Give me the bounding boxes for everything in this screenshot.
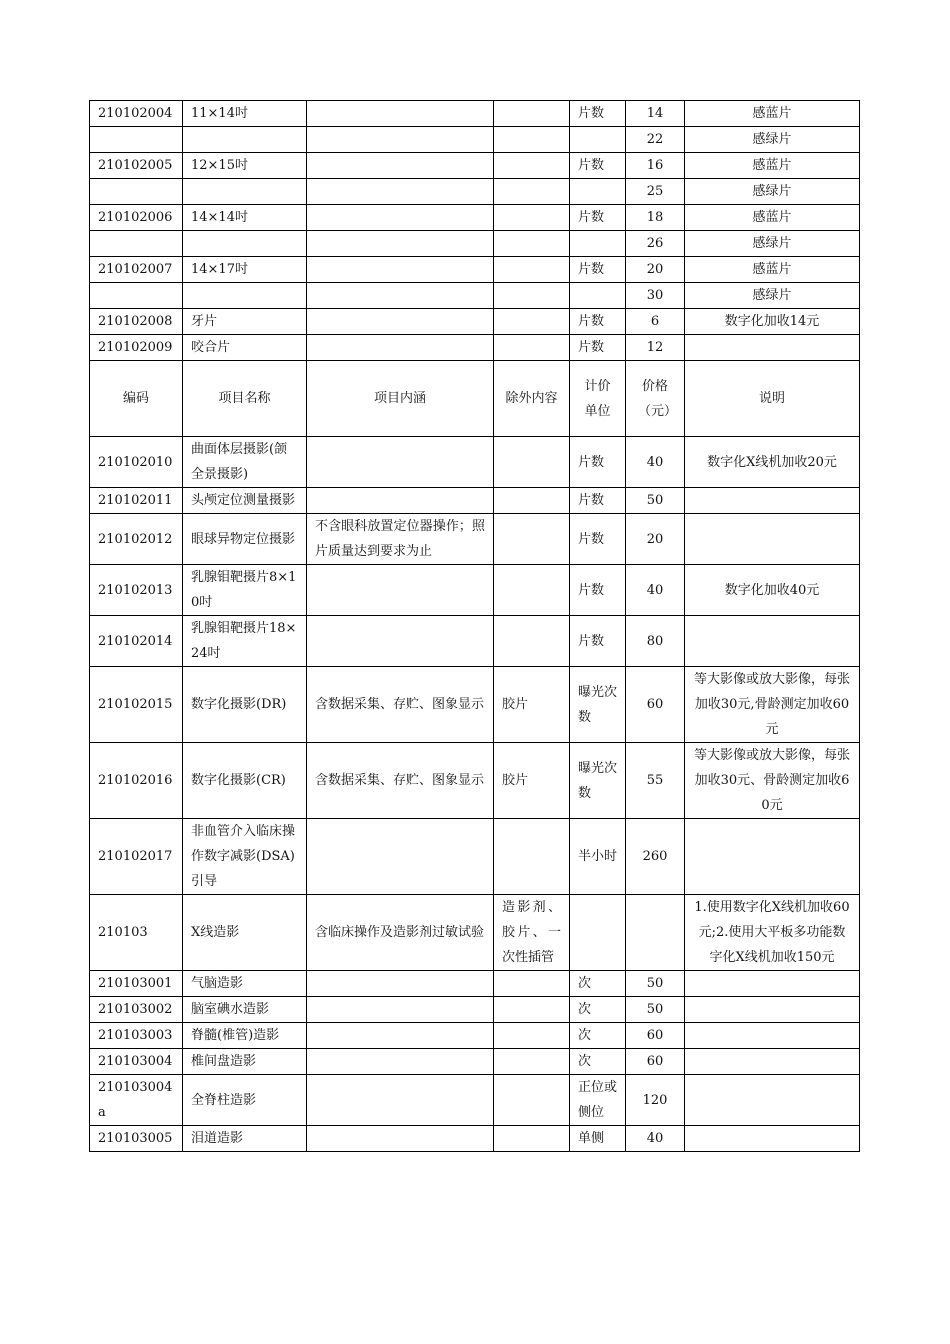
- table-body-top: [90, 101, 860, 361]
- table-row: [90, 257, 860, 283]
- cell-name: 咬合片: [183, 335, 307, 361]
- cell-content: [307, 565, 494, 616]
- cell-unit: 次: [570, 997, 626, 1023]
- cell-excluded: [494, 309, 570, 335]
- header-name: 项目名称: [183, 361, 307, 437]
- cell-excluded: [494, 488, 570, 514]
- cell-name: 头颅定位测量摄影: [183, 488, 307, 514]
- cell-note: [685, 971, 860, 997]
- cell-price: [626, 895, 685, 971]
- cell-excluded: [494, 179, 570, 205]
- table-row: [90, 1023, 860, 1049]
- header-price: 价格（元）: [626, 361, 685, 437]
- cell-unit: [570, 127, 626, 153]
- cell-price: 6: [626, 309, 685, 335]
- cell-unit: 片数: [570, 488, 626, 514]
- cell-code: [90, 231, 183, 257]
- cell-name: 椎间盘造影: [183, 1049, 307, 1075]
- table-row: [90, 819, 860, 895]
- header-row: [90, 361, 860, 437]
- cell-code: 210102011: [90, 488, 183, 514]
- table-row: [90, 127, 860, 153]
- table-row: [90, 1049, 860, 1075]
- cell-price: 20: [626, 257, 685, 283]
- cell-content: 含数据采集、存贮、图象显示: [307, 667, 494, 743]
- cell-code: 210103004: [90, 1049, 183, 1075]
- cell-content: [307, 437, 494, 488]
- table-row: [90, 335, 860, 361]
- cell-code: [90, 127, 183, 153]
- cell-excluded: 造影剂、胶片、一次性插管: [494, 895, 570, 971]
- cell-note: 感绿片: [685, 283, 860, 309]
- cell-price: 260: [626, 819, 685, 895]
- cell-price: 22: [626, 127, 685, 153]
- cell-name: 全脊柱造影: [183, 1075, 307, 1126]
- cell-name: 11×14吋: [183, 101, 307, 127]
- cell-excluded: [494, 205, 570, 231]
- cell-content: [307, 971, 494, 997]
- cell-note: 数字化X线机加收20元: [685, 437, 860, 488]
- cell-note: 等大影像或放大影像，每张加收30元、骨龄测定加收60元: [685, 743, 860, 819]
- cell-content: [307, 127, 494, 153]
- cell-excluded: [494, 257, 570, 283]
- header-excluded: 除外内容: [494, 361, 570, 437]
- cell-code: [90, 179, 183, 205]
- cell-name: 数字化摄影(DR): [183, 667, 307, 743]
- cell-excluded: [494, 971, 570, 997]
- cell-content: [307, 488, 494, 514]
- cell-price: 18: [626, 205, 685, 231]
- cell-excluded: [494, 101, 570, 127]
- cell-code: 210102013: [90, 565, 183, 616]
- cell-price: 55: [626, 743, 685, 819]
- cell-name: 泪道造影: [183, 1126, 307, 1152]
- cell-note: [685, 997, 860, 1023]
- cell-content: [307, 309, 494, 335]
- table-row: [90, 743, 860, 819]
- cell-note: 1.使用数字化X线机加收60元;2.使用大平板多功能数字化X线机加收150元: [685, 895, 860, 971]
- table-row: [90, 895, 860, 971]
- cell-excluded: [494, 283, 570, 309]
- cell-code: 210102010: [90, 437, 183, 488]
- cell-name: 乳腺钼靶摄片8×10吋: [183, 565, 307, 616]
- cell-name: [183, 127, 307, 153]
- cell-unit: 曝光次数: [570, 667, 626, 743]
- cell-content: [307, 283, 494, 309]
- cell-unit: 次: [570, 1023, 626, 1049]
- cell-excluded: [494, 231, 570, 257]
- cell-name: 14×17吋: [183, 257, 307, 283]
- header-note: 说明: [685, 361, 860, 437]
- cell-code: 210102015: [90, 667, 183, 743]
- cell-note: [685, 819, 860, 895]
- cell-note: 等大影像或放大影像，每张加收30元,骨龄测定加收60元: [685, 667, 860, 743]
- cell-name: 非血管介入临床操作数字减影(DSA)引导: [183, 819, 307, 895]
- cell-note: 感蓝片: [685, 205, 860, 231]
- cell-note: 感蓝片: [685, 153, 860, 179]
- cell-price: 40: [626, 437, 685, 488]
- cell-excluded: [494, 127, 570, 153]
- cell-excluded: [494, 1075, 570, 1126]
- cell-code: 210102006: [90, 205, 183, 231]
- table-row: [90, 231, 860, 257]
- cell-name: 数字化摄影(CR): [183, 743, 307, 819]
- cell-code: 210103002: [90, 997, 183, 1023]
- cell-unit: [570, 231, 626, 257]
- cell-note: 感绿片: [685, 127, 860, 153]
- cell-code: 210102016: [90, 743, 183, 819]
- cell-unit: 正位或侧位: [570, 1075, 626, 1126]
- cell-excluded: [494, 153, 570, 179]
- table-row: [90, 971, 860, 997]
- cell-price: 14: [626, 101, 685, 127]
- cell-content: [307, 997, 494, 1023]
- cell-excluded: 胶片: [494, 743, 570, 819]
- cell-code: 210102004: [90, 101, 183, 127]
- cell-unit: 次: [570, 971, 626, 997]
- cell-unit: 片数: [570, 257, 626, 283]
- cell-price: 60: [626, 1023, 685, 1049]
- cell-unit: 半小时: [570, 819, 626, 895]
- cell-name: [183, 231, 307, 257]
- cell-price: 12: [626, 335, 685, 361]
- table-row: [90, 488, 860, 514]
- cell-code: [90, 283, 183, 309]
- cell-excluded: 胶片: [494, 667, 570, 743]
- cell-unit: [570, 179, 626, 205]
- cell-price: 120: [626, 1075, 685, 1126]
- cell-unit: 片数: [570, 437, 626, 488]
- cell-note: 感蓝片: [685, 257, 860, 283]
- cell-unit: 片数: [570, 616, 626, 667]
- cell-unit: 片数: [570, 101, 626, 127]
- cell-unit: 单侧: [570, 1126, 626, 1152]
- table-row: [90, 205, 860, 231]
- table-header: [90, 361, 860, 437]
- cell-code: 210103: [90, 895, 183, 971]
- table-row: [90, 283, 860, 309]
- cell-name: 14×14吋: [183, 205, 307, 231]
- cell-excluded: [494, 1049, 570, 1075]
- cell-excluded: [494, 819, 570, 895]
- fee-schedule-table: [89, 100, 860, 1152]
- cell-content: 不含眼科放置定位器操作；照片质量达到要求为止: [307, 514, 494, 565]
- cell-excluded: [494, 514, 570, 565]
- cell-price: 50: [626, 488, 685, 514]
- cell-content: [307, 1023, 494, 1049]
- cell-code: 210102007: [90, 257, 183, 283]
- cell-note: [685, 514, 860, 565]
- cell-content: [307, 179, 494, 205]
- cell-content: 含数据采集、存贮、图象显示: [307, 743, 494, 819]
- cell-unit: 片数: [570, 514, 626, 565]
- cell-content: [307, 335, 494, 361]
- cell-price: 30: [626, 283, 685, 309]
- cell-note: 感蓝片: [685, 101, 860, 127]
- cell-unit: [570, 895, 626, 971]
- table-row: [90, 565, 860, 616]
- cell-content: [307, 205, 494, 231]
- table-row: [90, 667, 860, 743]
- cell-content: [307, 1075, 494, 1126]
- cell-unit: 片数: [570, 153, 626, 179]
- table-row: [90, 616, 860, 667]
- cell-note: [685, 1023, 860, 1049]
- cell-price: 50: [626, 971, 685, 997]
- cell-unit: 片数: [570, 565, 626, 616]
- table-row: [90, 153, 860, 179]
- cell-code: 210102012: [90, 514, 183, 565]
- cell-content: [307, 153, 494, 179]
- cell-price: 25: [626, 179, 685, 205]
- cell-price: 16: [626, 153, 685, 179]
- cell-price: 60: [626, 1049, 685, 1075]
- cell-content: [307, 257, 494, 283]
- cell-code: 210103001: [90, 971, 183, 997]
- cell-code: 210102017: [90, 819, 183, 895]
- table-row: [90, 997, 860, 1023]
- cell-code: 210102008: [90, 309, 183, 335]
- cell-unit: 次: [570, 1049, 626, 1075]
- cell-name: 乳腺钼靶摄片18×24吋: [183, 616, 307, 667]
- cell-excluded: [494, 1126, 570, 1152]
- cell-name: 脊髓(椎管)造影: [183, 1023, 307, 1049]
- table-row: [90, 1126, 860, 1152]
- header-code: 编码: [90, 361, 183, 437]
- table-row: [90, 101, 860, 127]
- cell-note: [685, 1126, 860, 1152]
- table-row: [90, 514, 860, 565]
- cell-price: 40: [626, 1126, 685, 1152]
- table-row: [90, 179, 860, 205]
- table-row: [90, 309, 860, 335]
- cell-price: 20: [626, 514, 685, 565]
- cell-code: 210102009: [90, 335, 183, 361]
- cell-unit: 片数: [570, 205, 626, 231]
- cell-note: 数字化加收14元: [685, 309, 860, 335]
- cell-price: 26: [626, 231, 685, 257]
- cell-excluded: [494, 1023, 570, 1049]
- cell-excluded: [494, 437, 570, 488]
- cell-excluded: [494, 616, 570, 667]
- cell-note: 感绿片: [685, 231, 860, 257]
- cell-content: 含临床操作及造影剂过敏试验: [307, 895, 494, 971]
- cell-price: 50: [626, 997, 685, 1023]
- cell-code: 210103004a: [90, 1075, 183, 1126]
- cell-content: [307, 819, 494, 895]
- cell-name: 12×15吋: [183, 153, 307, 179]
- table-body-bottom: [90, 437, 860, 1152]
- cell-name: 眼球异物定位摄影: [183, 514, 307, 565]
- header-unit: 计价单位: [570, 361, 626, 437]
- cell-excluded: [494, 335, 570, 361]
- table-row: [90, 437, 860, 488]
- cell-unit: 片数: [570, 309, 626, 335]
- header-content: 项目内涵: [307, 361, 494, 437]
- cell-excluded: [494, 997, 570, 1023]
- cell-price: 80: [626, 616, 685, 667]
- cell-price: 60: [626, 667, 685, 743]
- cell-code: 210103003: [90, 1023, 183, 1049]
- cell-code: 210102014: [90, 616, 183, 667]
- cell-note: 感绿片: [685, 179, 860, 205]
- cell-note: [685, 1075, 860, 1126]
- cell-unit: 曝光次数: [570, 743, 626, 819]
- cell-content: [307, 101, 494, 127]
- cell-name: 曲面体层摄影(颌全景摄影): [183, 437, 307, 488]
- table-row: [90, 1075, 860, 1126]
- cell-unit: 片数: [570, 335, 626, 361]
- cell-note: [685, 488, 860, 514]
- cell-code: 210103005: [90, 1126, 183, 1152]
- cell-note: [685, 616, 860, 667]
- cell-name: [183, 179, 307, 205]
- cell-excluded: [494, 565, 570, 616]
- cell-content: [307, 231, 494, 257]
- cell-name: 脑室碘水造影: [183, 997, 307, 1023]
- cell-unit: [570, 283, 626, 309]
- cell-name: 气脑造影: [183, 971, 307, 997]
- cell-content: [307, 1126, 494, 1152]
- cell-name: [183, 283, 307, 309]
- cell-name: X线造影: [183, 895, 307, 971]
- cell-name: 牙片: [183, 309, 307, 335]
- cell-note: [685, 1049, 860, 1075]
- cell-price: 40: [626, 565, 685, 616]
- cell-note: [685, 335, 860, 361]
- cell-code: 210102005: [90, 153, 183, 179]
- cell-note: 数字化加收40元: [685, 565, 860, 616]
- cell-content: [307, 616, 494, 667]
- cell-content: [307, 1049, 494, 1075]
